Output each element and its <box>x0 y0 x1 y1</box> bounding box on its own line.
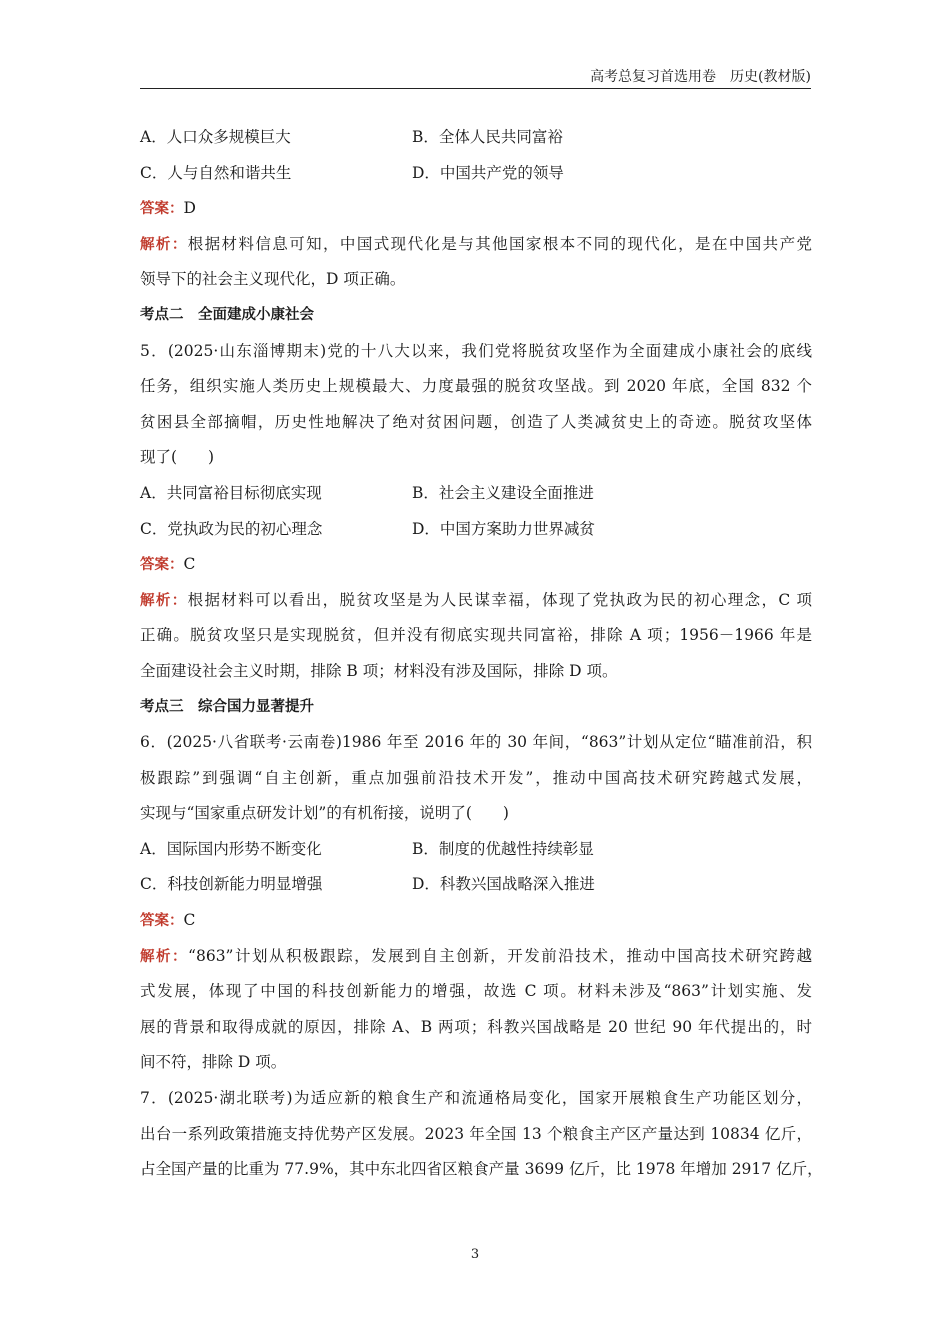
answer-line <box>140 191 812 227</box>
answer-label: 答案： <box>140 557 184 574</box>
options-row <box>140 476 812 512</box>
analysis-line: 展的背景和取得成就的原因，排除 A、B 两项；科教兴国战略是 20 世纪 90 年代提出的，时 <box>140 1017 812 1036</box>
option-b: B．全体人民共同富裕 <box>412 128 563 146</box>
question-stem-line: 7．(2025·湖北联考)为适应新的粮食生产和流通格局变化，国家开展粮食生产功能区划分， <box>140 1089 812 1108</box>
options-row <box>140 867 812 903</box>
page-number: 3 <box>470 1247 480 1262</box>
analysis-label: 解析： <box>140 948 189 965</box>
analysis-line: 间不符，排除 D 项。 <box>140 1053 287 1072</box>
answer-label: 答案： <box>140 201 184 218</box>
options-row <box>140 156 812 192</box>
question-stem-line: 实现与“国家重点研发计划”的有机衔接，说明了( ) <box>140 804 509 823</box>
question-stem-line: 占全国产量的比重为 77.9%，其中东北四省区粮食产量 3699 亿斤，比 1978 年增加 2917 亿斤， <box>140 1160 823 1179</box>
option-d: D．科教兴国战略深入推进 <box>412 875 595 894</box>
option-b: B．制度的优越性持续彰显 <box>412 839 594 858</box>
option-d: D．中国共产党的领导 <box>412 163 564 182</box>
option-c: C．党执政为民的初心理念 <box>140 519 323 538</box>
answer-value: C <box>183 555 196 574</box>
analysis-label: 解析： <box>140 592 188 609</box>
page-header <box>140 66 811 89</box>
answer-label: 答案： <box>140 913 184 930</box>
options-row <box>140 120 812 156</box>
question-stem-line: 任务，组织实施人类历史上规模最大、力度最强的脱贫攻坚战。到 2020 年底，全国 832 个 <box>140 377 812 396</box>
section-heading: 考点三 综合国力显著提升 <box>140 698 314 715</box>
page-content <box>140 120 823 1188</box>
option-c: C．科技创新能力明显增强 <box>140 875 323 894</box>
analysis-line: 全面建设社会主义时期，排除 B 项；材料没有涉及国际，排除 D 项。 <box>140 661 618 680</box>
analysis-line <box>140 583 812 619</box>
analysis-label: 解析： <box>140 236 188 253</box>
answer-value: C <box>183 911 196 930</box>
analysis-line <box>140 227 812 263</box>
question-stem-line: 出台一系列政策措施支持优势产区发展。2023 年全国 13 个粮食主产区产量达到 10834 亿斤， <box>140 1124 812 1143</box>
options-row <box>140 832 812 868</box>
option-a: A．人口众多规模巨大 <box>140 128 291 146</box>
header-title: 高考总复习首选用卷 历史(教材版) <box>590 69 811 85</box>
answer-value: D <box>183 199 196 218</box>
option-c: C．人与自然和谐共生 <box>140 163 292 182</box>
section-heading: 考点二 全面建成小康社会 <box>140 306 314 323</box>
question-stem-line: 5．(2025·山东淄博期末)党的十八大以来，我们党将脱贫攻坚作为全面建成小康社会的底线 <box>140 341 812 360</box>
option-d: D．中国方案助力世界减贫 <box>412 519 595 538</box>
analysis-line: 正确。脱贫攻坚只是实现脱贫，但并没有彻底实现共同富裕，排除 A 项；1956－1966 年是 <box>140 626 812 645</box>
question-stem-line: 贫困县全部摘帽，历史性地解决了绝对贫困问题，创造了人类减贫史上的奇迹。脱贫攻坚体 <box>140 412 812 431</box>
analysis-text: “863”计划从积极跟踪，发展到自主创新，开发前沿技术，推动中国高技术研究跨越 <box>188 946 812 965</box>
answer-line <box>140 547 812 583</box>
question-stem-line: 现了( ) <box>140 448 215 467</box>
question-stem-line: 极跟踪”到强调“自主创新，重点加强前沿技术开发”，推动中国高技术研究跨越式发展， <box>140 768 812 787</box>
options-row <box>140 512 812 548</box>
analysis-line <box>140 939 812 975</box>
option-a: A．共同富裕目标彻底实现 <box>140 483 322 502</box>
analysis-text: 根据材料可以看出，脱贫攻坚是为人民谋幸福，体现了党执政为民的初心理念，C 项 <box>187 590 813 609</box>
option-b: B．社会主义建设全面推进 <box>412 483 594 502</box>
answer-line <box>140 903 812 939</box>
analysis-line: 领导下的社会主义现代化，D 项正确。 <box>140 270 406 289</box>
option-a: A．国际国内形势不断变化 <box>140 839 322 858</box>
question-stem-line: 6．(2025·八省联考·云南卷)1986 年至 2016 年的 30 年间，“863”计划从定位“瞄准前沿，积 <box>140 733 812 752</box>
analysis-text: 根据材料信息可知，中国式现代化是与其他国家根本不同的现代化，是在中国共产党 <box>187 234 812 253</box>
analysis-line: 式发展，体现了中国的科技创新能力的增强，故选 C 项。材料未涉及“863”计划实施、发 <box>140 982 812 1001</box>
